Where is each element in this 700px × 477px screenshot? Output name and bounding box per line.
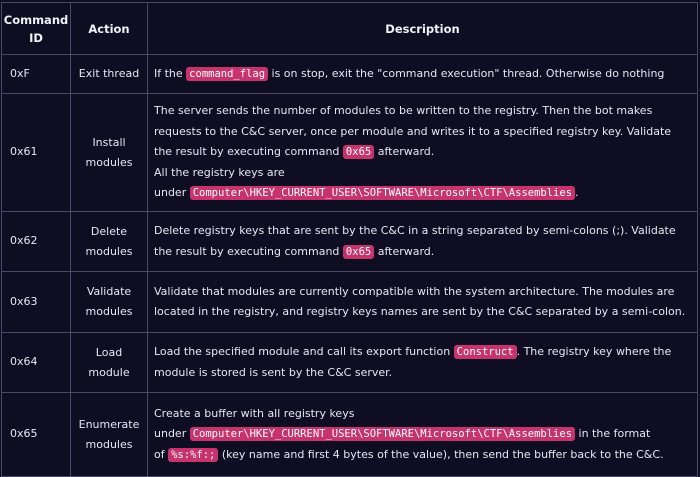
description-cell (148, 94, 698, 212)
action-cell (71, 272, 148, 333)
command-id-cell: 0x65 (2, 393, 71, 477)
description-cell (148, 333, 698, 393)
command-id-cell: 0x64 (2, 333, 71, 393)
desc-text: If the (154, 66, 187, 80)
desc-text: . The registry key where the module is stored is sent by the C&C server. (154, 345, 672, 379)
action-line: Install (92, 135, 126, 149)
table-row (2, 94, 698, 212)
description-cell (148, 55, 698, 94)
desc-text: Validate that modules are currently compatible with the system architecture. The modules are located in the registry, and registry keys names are sent by the C&C separated by a semi-colon. (154, 284, 686, 318)
action-cell (71, 94, 148, 212)
header-id-line1: Command (3, 12, 69, 27)
desc-text: . (575, 186, 579, 200)
action-line: Delete (90, 224, 128, 238)
table-row (2, 333, 698, 393)
inline-code: Computer\HKEY_CURRENT_USER\SOFTWARE\Microsoft\CTF\Assemblies (190, 186, 575, 200)
action-line: modules (85, 305, 133, 318)
action-line: module (88, 365, 130, 379)
desc-text: of (154, 447, 169, 461)
description-cell (148, 212, 698, 272)
desc-text: The server sends the number of modules to be written to the registry. Then the bot makes requests to the C&C server, once per module and writes it to a specified registry key. Validate the result by executing command (154, 104, 672, 159)
desc-text: afterward. (374, 145, 435, 159)
header-description: Description (148, 3, 698, 55)
action-line: modules (85, 244, 133, 258)
desc-text: in the format (575, 427, 651, 441)
table-row (2, 272, 698, 333)
action-line: Enumerate (78, 417, 140, 431)
header-row (2, 3, 698, 55)
command-id-cell: 0x63 (2, 272, 71, 333)
description-cell (148, 272, 698, 333)
desc-text: under (154, 427, 190, 441)
command-id-cell: 0x62 (2, 212, 71, 272)
desc-text: (key name and first 4 bytes of the value), then send the buffer back to the C&C. (218, 447, 664, 461)
desc-text: is on stop, exit the "command execution" thread. Otherwise do nothing (268, 66, 665, 80)
desc-text: afterward. (374, 244, 435, 258)
table-row (2, 393, 698, 477)
inline-code: %s:%f:; (168, 448, 218, 462)
inline-code: Construct (454, 345, 517, 359)
desc-text: Delete registry keys that are sent by the C&C in a string separated by semi-colons (;). Validate the result by executing command (154, 224, 676, 258)
action-cell (71, 212, 148, 272)
command-id-cell: 0x61 (2, 94, 71, 212)
action-line: Load (95, 345, 123, 359)
desc-text: All the registry keys are (154, 165, 285, 179)
action-line: modules (85, 437, 133, 451)
command-id-cell: 0xF (2, 55, 71, 94)
description-cell (148, 393, 698, 477)
action-cell: Exit thread (71, 55, 148, 94)
inline-code: command_flag (186, 67, 268, 81)
desc-text: under (154, 186, 190, 200)
header-id-line2: ID (29, 30, 43, 45)
header-action: Action (71, 3, 148, 55)
command-table (1, 2, 698, 477)
action-cell (71, 393, 148, 477)
action-line: Validate (86, 285, 132, 298)
table-row (2, 55, 698, 94)
action-line: modules (85, 155, 133, 169)
desc-text: Create a buffer with all registry keys (154, 406, 355, 420)
desc-text: Load the specified module and call its export function (154, 345, 454, 358)
inline-code: 0x65 (343, 245, 374, 259)
inline-code: 0x65 (343, 145, 374, 159)
action-cell (71, 333, 148, 393)
inline-code: Computer\HKEY_CURRENT_USER\SOFTWARE\Microsoft\CTF\Assemblies (190, 427, 575, 441)
header-command-id (2, 3, 71, 55)
table-row (2, 212, 698, 272)
